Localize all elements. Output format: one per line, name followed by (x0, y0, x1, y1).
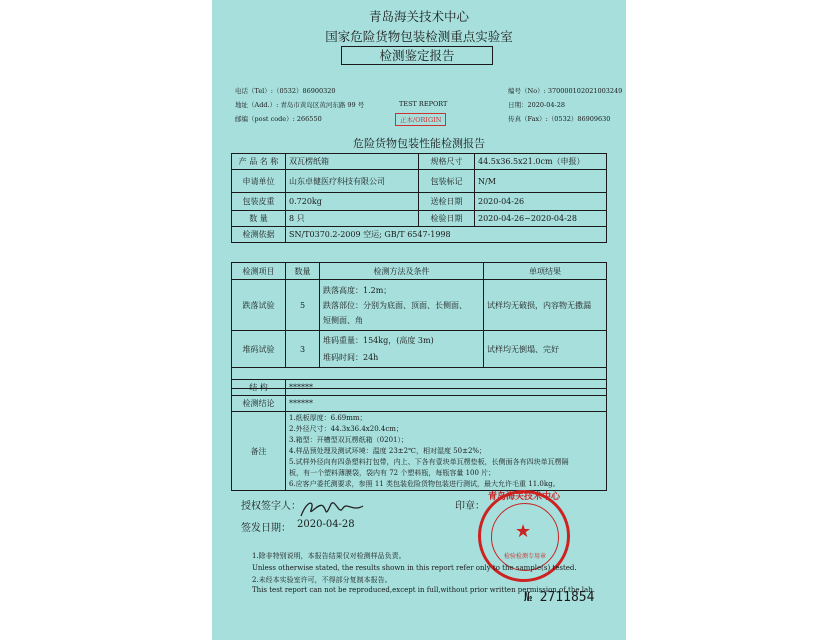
summary-table (231, 379, 607, 491)
mark-label: 包装标记 (419, 170, 475, 193)
report-number: 编号（No）: 370000102021003249 (508, 87, 623, 95)
condition-line: 堆码时间：24h (323, 353, 379, 362)
col-header-method: 检测方法及条件 (320, 263, 484, 280)
test-conditions (320, 331, 484, 368)
conclusion-label: 检测结论 (232, 396, 286, 412)
info-table (231, 153, 607, 243)
col-header-item: 检测项目 (232, 263, 286, 280)
table-row (232, 280, 607, 331)
note-1: 1.除非特别说明，本报告结果仅对检测样品负责。 (252, 552, 406, 560)
test-date-value: 2020-04-26~2020-04-28 (475, 211, 607, 227)
fax-text: 传真（Fax）:（0532）86909630 (508, 115, 611, 123)
report-date: 日期：2020-04-28 (508, 101, 565, 109)
report-title: 检测鉴定报告 (341, 46, 493, 65)
test-qty: 3 (286, 331, 320, 368)
serial-symbol: № (524, 590, 532, 605)
table-row (232, 211, 607, 227)
structure-label: 结 构 (232, 380, 286, 396)
table-row (232, 380, 607, 396)
test-result: 试样均无破损，内容物无撒漏 (484, 280, 607, 331)
table-header-row (232, 263, 607, 280)
remark-line: 5.试样外径向有四条塑料打包带，内上、下各有壹块单瓦楞垫板，长侧面各有四块单瓦楞隔 (289, 457, 569, 466)
structure-value: ****** (286, 380, 607, 396)
mark-value: N/M (475, 170, 607, 193)
test-result: 试样均无倒塌、完好 (484, 331, 607, 368)
qty-label: 数 量 (232, 211, 286, 227)
col-header-result: 单项结果 (484, 263, 607, 280)
tare-value: 0.720kg (286, 193, 419, 211)
table-row (232, 154, 607, 170)
remark-line: 板，有一个塑料薄膜袋，袋内有 72 个塑料瓶，每瓶容量 100 片； (289, 468, 496, 477)
conclusion-value: ****** (286, 396, 607, 412)
star-icon: ★ (515, 521, 532, 542)
test-qty: 5 (286, 280, 320, 331)
remark-line: 6.应客户委托测要求，参照 11 类包装危险货物包装进行测试，最大允许毛重 11.0kg。 (289, 479, 560, 488)
condition-line: 跌落部位：分别为底面、顶面、长侧面、 (323, 300, 467, 310)
table-row (232, 331, 607, 368)
spec-value: 44.5x36.5x21.0cm（申报） (475, 154, 607, 170)
issue-date-label: 签发日期： (241, 523, 291, 534)
remark-line: 1.纸板厚度：6.69mm； (289, 413, 367, 422)
address-text: 地址（Add.）: 青岛市黄岛区黄河东路 99 号 (235, 101, 365, 109)
remark-line: 4.样品预处理及测试环境：温度 23±2℃，相对湿度 50±2%； (289, 446, 487, 455)
send-date-value: 2020-04-26 (475, 193, 607, 211)
org-name: 青岛海关技术中心 (368, 9, 469, 24)
test-date-label: 检验日期 (419, 211, 475, 227)
applicant-value: 山东卓健医疗科技有限公司 (286, 170, 419, 193)
tare-label: 包装皮重 (232, 193, 286, 211)
seal-band-text: 检验检测专用章 (503, 553, 546, 560)
table-row (232, 227, 607, 243)
postcode-text: 邮编（post code）: 266550 (235, 115, 322, 123)
table-row (232, 396, 607, 412)
condition-line: 堆码重量：154kg，(高度 3m) (323, 336, 434, 345)
report-paper (212, 0, 626, 640)
tel-text: 电话（Tel）:（0532）86900320 (235, 87, 336, 95)
test-item: 跌落试验 (232, 280, 286, 331)
send-date-label: 送检日期 (419, 193, 475, 211)
col-header-qty: 数量 (286, 263, 320, 280)
serial-number (524, 590, 594, 605)
remarks-list (286, 412, 607, 491)
test-conditions (320, 280, 484, 331)
qty-value: 8 只 (286, 211, 419, 227)
seal-text: 青岛海关技术中心 (487, 492, 560, 502)
basis-label: 检测依据 (232, 227, 286, 243)
origin-badge: 正本/ORIGIN (395, 113, 446, 126)
applicant-label: 申请单位 (232, 170, 286, 193)
note-2: 2.未经本实验室许可，不得部分复制本报告。 (252, 576, 392, 584)
basis-value: SN/T0370.2-2009 空运; GB/T 6547-1998 (286, 227, 607, 243)
serial-value: 2711854 (539, 590, 595, 605)
product-value: 双瓦楞纸箱 (286, 154, 419, 170)
table-row (232, 193, 607, 211)
remark-line: 2.外径尺寸：44.3x36.4x20.4cm； (289, 424, 403, 433)
condition-line: 短侧面、角 (323, 315, 363, 325)
product-label: 产 品 名 称 (232, 154, 286, 170)
condition-line: 跌落高度：1.2m； (323, 285, 392, 295)
auth-signer-label: 授权签字人： (241, 501, 301, 512)
remark-line: 3.箱型：开槽型双瓦楞纸箱（0201）； (289, 435, 408, 444)
issue-date-value: 2020-04-28 (297, 519, 355, 530)
note-2-en: This test report can not be reproduced,except in full,without prior written permission of the lab. (252, 586, 595, 594)
remarks-label: 备注 (232, 412, 286, 491)
table-row (232, 412, 607, 491)
section-title: 危险货物包装性能检测报告 (353, 137, 485, 150)
tests-table (231, 262, 607, 389)
lab-name: 国家危险货物包装检测重点实验室 (325, 29, 513, 44)
spec-label: 规格尺寸 (419, 154, 475, 170)
test-item: 堆码试验 (232, 331, 286, 368)
test-report-en: TEST REPORT (399, 100, 448, 108)
note-1-en: Unless otherwise stated, the results shown in this report refer only to the sample(s) tested. (252, 564, 577, 572)
seal-label: 印章： (455, 501, 485, 512)
table-row (232, 170, 607, 193)
